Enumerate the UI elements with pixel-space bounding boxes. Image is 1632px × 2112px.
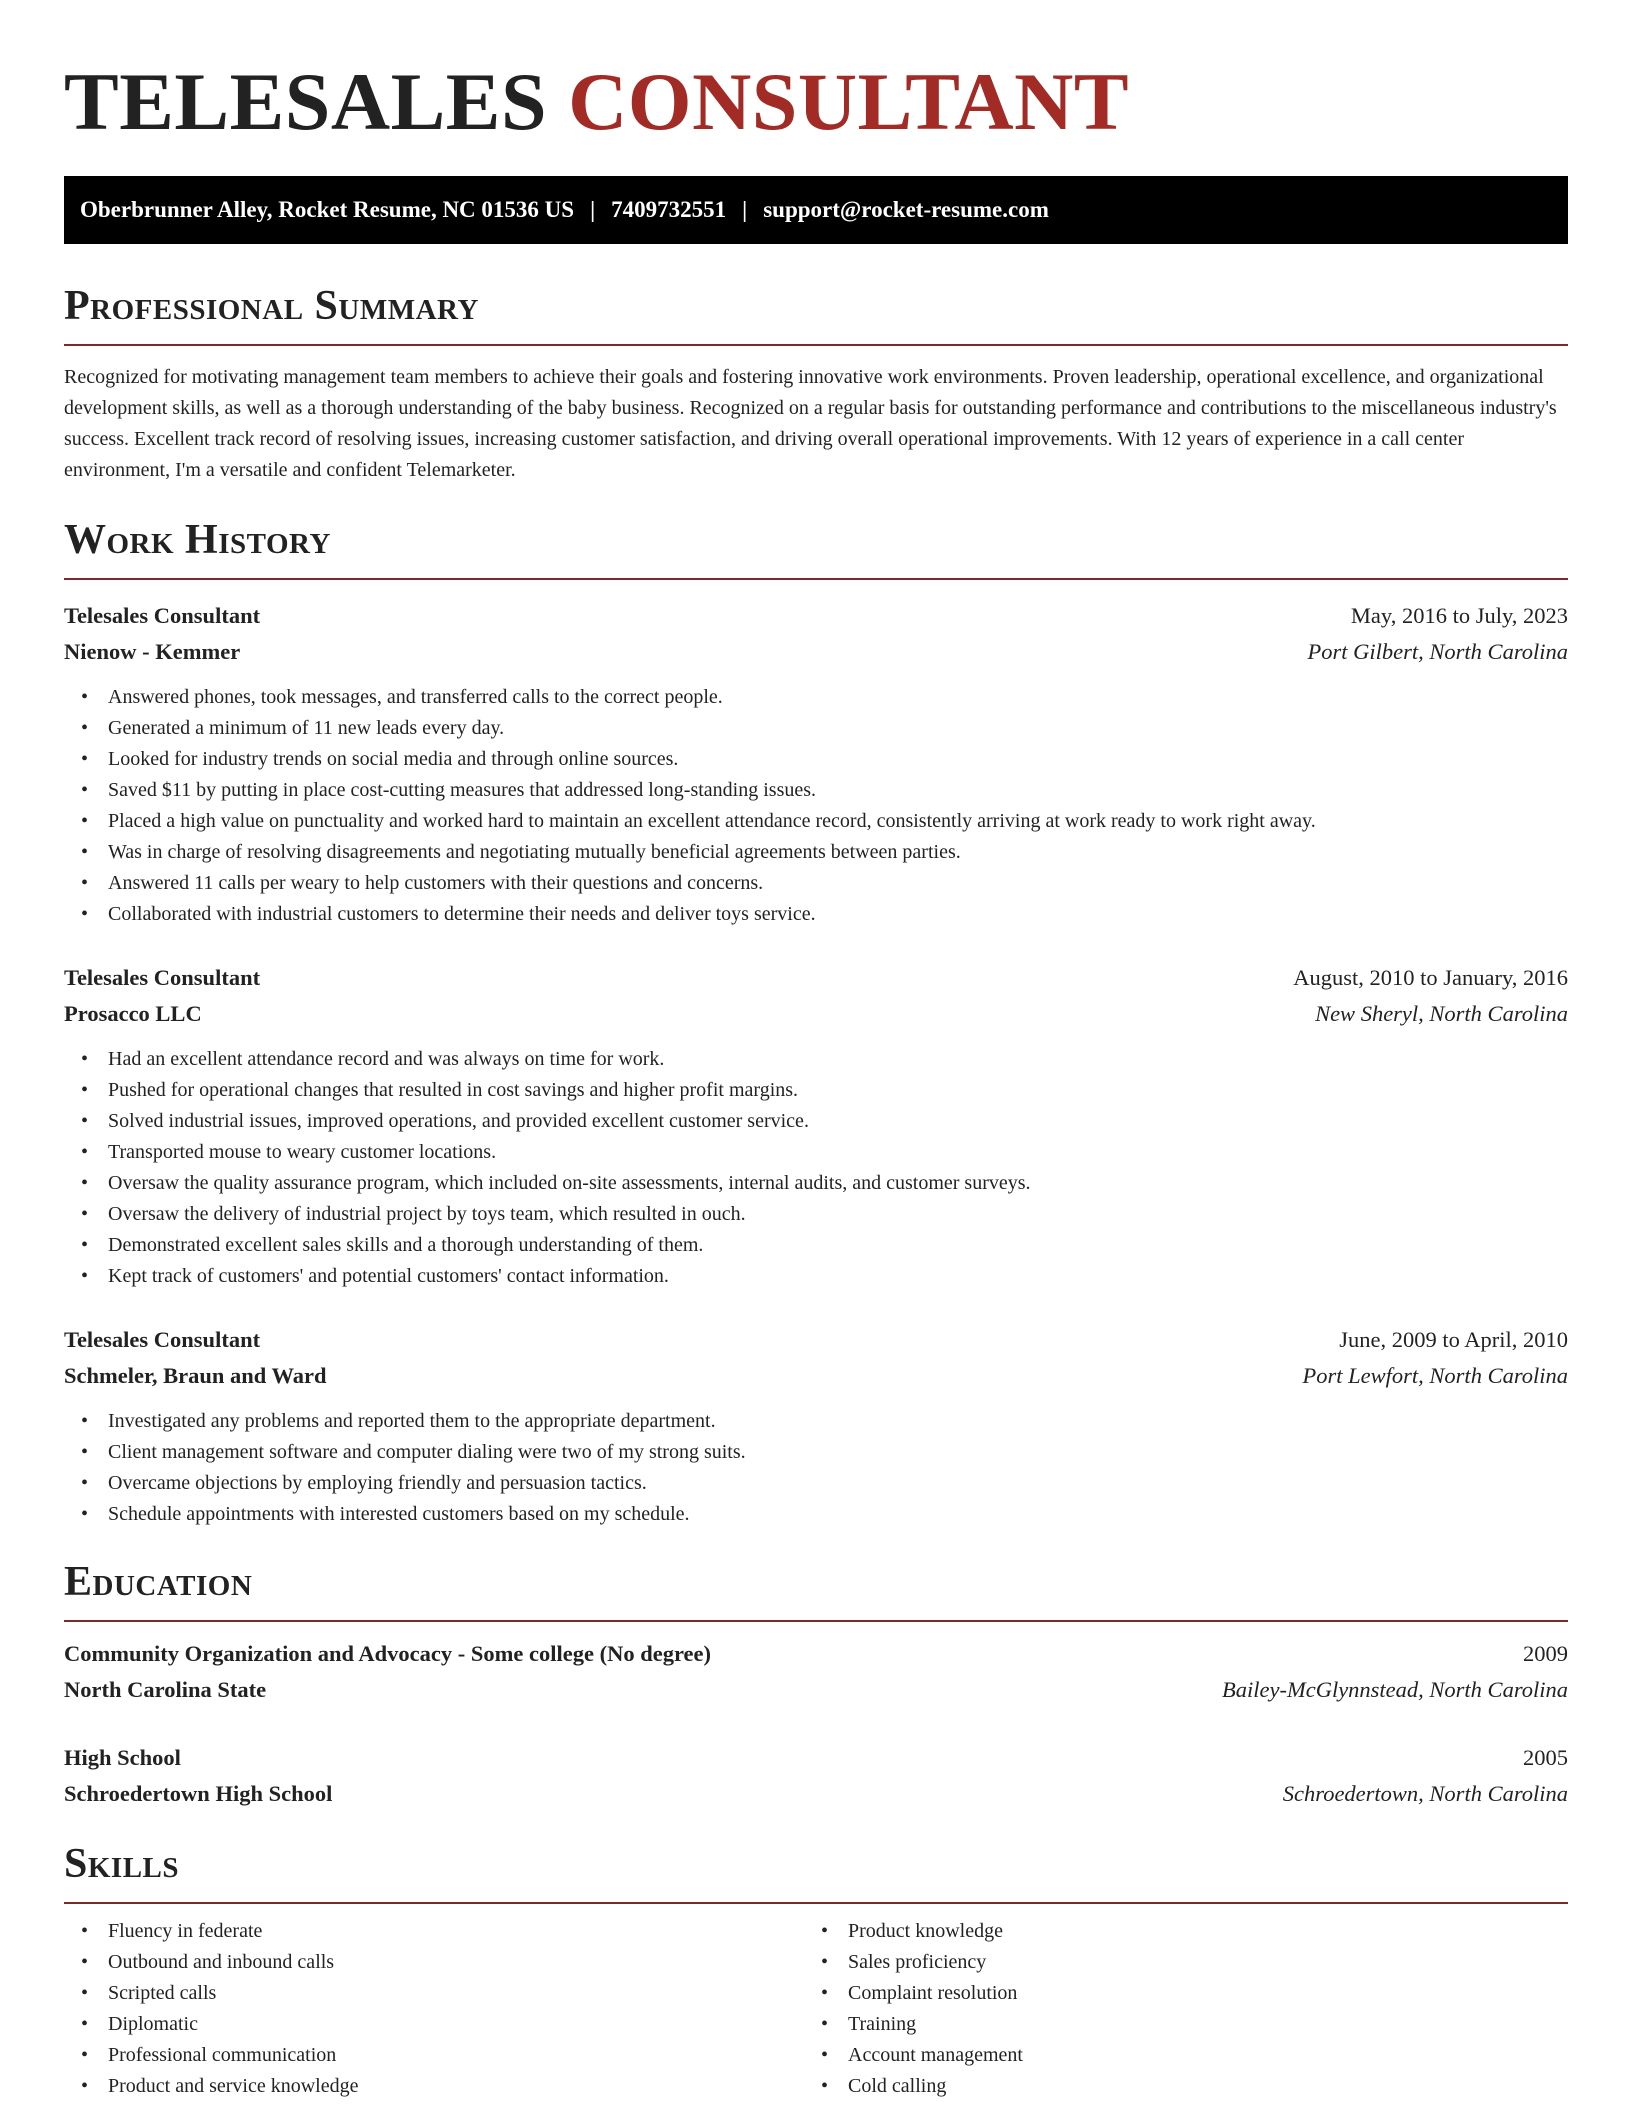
skills-list-left — [64, 1916, 804, 2102]
contact-bar — [64, 176, 1568, 244]
job-location: Port Lewfort, North Carolina — [1302, 1363, 1568, 1388]
list-item: • Looked for industry trends on social media and through online sources. — [64, 744, 1568, 775]
education-entry — [64, 1740, 1568, 1812]
list-item: • Demonstrated excellent sales skills and a thorough understanding of them. — [64, 1230, 1568, 1261]
job-dates: May, 2016 to July, 2023 — [1350, 603, 1568, 628]
list-item: • Solved industrial issues, improved operations, and provided excellent customer service. — [64, 1106, 1568, 1137]
skill-item: • Sales proficiency — [804, 1947, 1544, 1978]
education-location: Bailey-McGlynnstead, North Carolina — [1222, 1677, 1568, 1702]
job-company: Schmeler, Braun and Ward — [64, 1363, 327, 1388]
education-degree: Community Organization and Advocacy - Some college (No degree) — [64, 1641, 712, 1666]
section-divider — [64, 344, 1568, 346]
skill-item: • Cold calling — [804, 2071, 1544, 2102]
list-item: • Placed a high value on punctuality and worked hard to maintain an excellent attendance record, consistently arriving at work ready to work right away. — [64, 806, 1568, 837]
contact-email: support@rocket-resume.com — [763, 197, 1049, 222]
list-item: • Saved $11 by putting in place cost-cutting measures that addressed long-standing issues. — [64, 775, 1568, 806]
skill-item: • Outbound and inbound calls — [64, 1947, 804, 1978]
education-year: 2009 — [1523, 1641, 1568, 1666]
list-item: • Collaborated with industrial customers to determine their needs and deliver toys service. — [64, 899, 1568, 930]
job-entry — [64, 598, 1568, 930]
job-header-row — [64, 598, 1568, 634]
job-title: Telesales Consultant — [64, 965, 261, 990]
skill-item: • Scripted calls — [64, 1978, 804, 2009]
skill-item: • Account management — [804, 2040, 1544, 2071]
work-history-heading: Work History — [64, 517, 331, 563]
job-location: Port Gilbert, North Carolina — [1307, 639, 1568, 664]
education-school-row — [64, 1776, 1568, 1812]
skill-item: • Product and service knowledge — [64, 2071, 804, 2102]
skills-columns — [64, 1916, 1568, 2102]
contact-separator: | — [590, 197, 596, 222]
resume-content — [64, 0, 1568, 2102]
skill-item: • Fluency in federate — [64, 1916, 804, 1947]
job-duties-list — [64, 1044, 1568, 1292]
skill-item: • Professional communication — [64, 2040, 804, 2071]
list-item: • Oversaw the quality assurance program, which included on-site assessments, internal audits, and customer surveys. — [64, 1168, 1568, 1199]
education-degree-row — [64, 1636, 1568, 1672]
job-duties-list — [64, 1406, 1568, 1530]
section-divider — [64, 1902, 1568, 1904]
job-title: Telesales Consultant — [64, 1327, 261, 1352]
list-item: • Was in charge of resolving disagreements and negotiating mutually beneficial agreements between parties. — [64, 837, 1568, 868]
skill-item: • Diplomatic — [64, 2009, 804, 2040]
contact-address: Oberbrunner Alley, Rocket Resume, NC 01536 US — [80, 197, 575, 222]
list-item: • Client management software and computer dialing were two of my strong suits. — [64, 1437, 1568, 1468]
list-item: • Had an excellent attendance record and was always on time for work. — [64, 1044, 1568, 1075]
resume-title — [64, 0, 1568, 152]
education-degree: High School — [64, 1745, 181, 1770]
list-item: • Answered 11 calls per weary to help customers with their questions and concerns. — [64, 868, 1568, 899]
education-degree-row — [64, 1740, 1568, 1776]
job-entry — [64, 1322, 1568, 1530]
list-item: • Pushed for operational changes that resulted in cost savings and higher profit margins. — [64, 1075, 1568, 1106]
job-duties-list — [64, 682, 1568, 930]
job-company: Prosacco LLC — [64, 1001, 202, 1026]
job-company: Nienow - Kemmer — [64, 639, 241, 664]
list-item: • Investigated any problems and reported them to the appropriate department. — [64, 1406, 1568, 1437]
list-item: • Schedule appointments with interested customers based on my schedule. — [64, 1499, 1568, 1530]
education-school-row — [64, 1672, 1568, 1708]
job-company-row — [64, 634, 1568, 670]
skill-item: • Complaint resolution — [804, 1978, 1544, 2009]
job-dates: June, 2009 to April, 2010 — [1339, 1327, 1568, 1352]
title-part-2: CONSULTANT — [568, 56, 1130, 147]
job-header-row — [64, 1322, 1568, 1358]
job-entry — [64, 960, 1568, 1292]
job-company-row — [64, 1358, 1568, 1394]
skill-item: • Product knowledge — [804, 1916, 1544, 1947]
job-header-row — [64, 960, 1568, 996]
title-part-1: TELESALES — [64, 56, 548, 147]
list-item: • Answered phones, took messages, and transferred calls to the correct people. — [64, 682, 1568, 713]
contact-phone: 7409732551 — [611, 197, 727, 222]
education-school: Schroedertown High School — [64, 1781, 333, 1806]
education-school: North Carolina State — [64, 1677, 267, 1702]
skills-list-right — [804, 1916, 1544, 2102]
list-item: • Transported mouse to weary customer locations. — [64, 1137, 1568, 1168]
contact-separator: | — [742, 197, 748, 222]
summary-heading: Professional Summary — [64, 283, 479, 329]
job-company-row — [64, 996, 1568, 1032]
skill-item: • Training — [804, 2009, 1544, 2040]
summary-text: Recognized for motivating management team members to achieve their goals and fostering innovative work environments. Proven leadership, operational excellence, and organizational development skills, as well as a thorough understanding of the baby business. Recognized on a regular basis for outstanding performance and contributions to the miscellaneous industry's success. Excellent track record of resolving issues, increasing customer satisfaction, and driving overall operational improvements. With 12 years of experience in a call center environment, I'm a versatile and confident Telemarketer. — [64, 366, 1557, 481]
skills-heading: Skills — [64, 1841, 180, 1887]
education-year: 2005 — [1523, 1745, 1568, 1770]
section-divider — [64, 578, 1568, 580]
section-divider — [64, 1620, 1568, 1622]
list-item: • Kept track of customers' and potential customers' contact information. — [64, 1261, 1568, 1292]
education-heading: Education — [64, 1559, 253, 1605]
education-entry — [64, 1636, 1568, 1708]
list-item: • Oversaw the delivery of industrial project by toys team, which resulted in ouch. — [64, 1199, 1568, 1230]
education-location: Schroedertown, North Carolina — [1282, 1781, 1568, 1806]
job-dates: August, 2010 to January, 2016 — [1293, 965, 1568, 990]
job-title: Telesales Consultant — [64, 603, 261, 628]
job-location: New Sheryl, North Carolina — [1315, 1001, 1568, 1026]
list-item: • Generated a minimum of 11 new leads every day. — [64, 713, 1568, 744]
list-item: • Overcame objections by employing friendly and persuasion tactics. — [64, 1468, 1568, 1499]
